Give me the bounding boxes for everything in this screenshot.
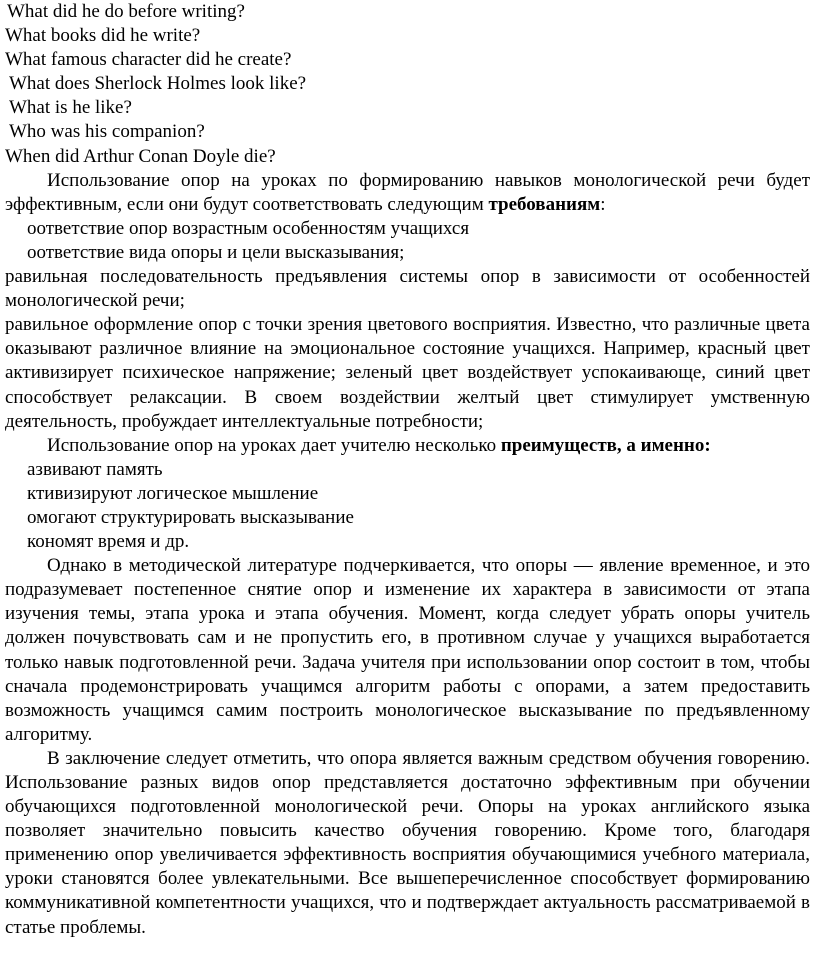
requirement-item-2: оответствие вида опоры и цели высказывания;	[27, 241, 405, 263]
bold-term: требованиям	[488, 193, 601, 215]
question-1: What did he do before writing?	[7, 1, 245, 22]
advantage-item-3: омогают структурировать высказывание	[27, 506, 354, 528]
paragraph-text: Использование опор на уроках дает учителю несколько	[47, 434, 501, 456]
question-4: What does Sherlock Holmes look like?	[9, 73, 307, 95]
advantage-item-4: кономят время и др.	[27, 531, 190, 553]
requirement-item-1: оответствие опор возрастным особенностям учащихся	[27, 217, 470, 239]
paragraph-tail: :	[600, 193, 606, 215]
question-5: What is he like?	[9, 97, 132, 119]
paragraph-conclusion: В заключение следует отметить, что опора является важным средством обучения говорению. Использование разных видов опор представляется достаточно эффективным при обучении обучающихся подготовленной монологической речи. Опоры на уроках английского языка позволяет значительно повысить качество обучения говорению. Кроме того, благодаря применению опор увеличивается эффективность восприятия обучающимися учебного материала, уроки становятся более увлекательными. Все вышеперечисленное способствует формированию коммуникативной компетентности учащихся, что и подтверждает актуальность рассматриваемой в статье проблемы.	[5, 747, 810, 938]
requirement-item-4: равильное оформление опор с точки зрения цветового восприятия. Известно, что различные цвета оказывают различное влияние на эмоциональное состояние учащихся. Например, красный цвет активизирует психическое напряжение; зеленый цвет воздействует успокаивающе, синий цвет способствует релаксации. В своем воздействии желтый цвет стимулирует умственную деятельность, пробуждает интеллектуальные потребности;	[5, 314, 810, 432]
question-2: What books did he write?	[5, 25, 201, 47]
question-3: What famous character did he create?	[5, 49, 292, 71]
question-6: Who was his companion?	[9, 121, 205, 143]
paragraph-advantages-intro	[5, 434, 810, 458]
advantage-item-1: азвивают память	[27, 458, 163, 480]
paragraph-requirements-intro	[5, 169, 810, 217]
question-7: When did Arthur Conan Doyle die?	[5, 145, 276, 167]
advantage-item-2: ктивизируют логическое мышление	[27, 482, 319, 504]
paragraph-text: Использование опор на уроках по формированию навыков монологической речи будет эффективным, если они будут соответствовать следующим	[5, 169, 810, 215]
paragraph-methodology: Однако в методической литературе подчеркивается, что опоры — явление временное, и это подразумевает постепенное снятие опор и изменение их характера в зависимости от этапа изучения темы, этапа урока и этапа обучения. Момент, когда следует убрать опоры учитель должен почувствовать сам и не пропустить его, в противном случае у учащихся выработается только навык подготовленной речи. Задача учителя при использовании опор состоит в том, чтобы сначала продемонстрировать учащимся алгоритм работы с опорами, а затем предоставить возможность учащимся самим построить монологическое высказывание по предъявленному алгоритму.	[5, 555, 810, 745]
requirement-item-3: равильная последовательность предъявления системы опор в зависимости от особенностей монологической речи;	[5, 266, 810, 312]
bold-term: преимуществ, а именно:	[500, 434, 711, 456]
